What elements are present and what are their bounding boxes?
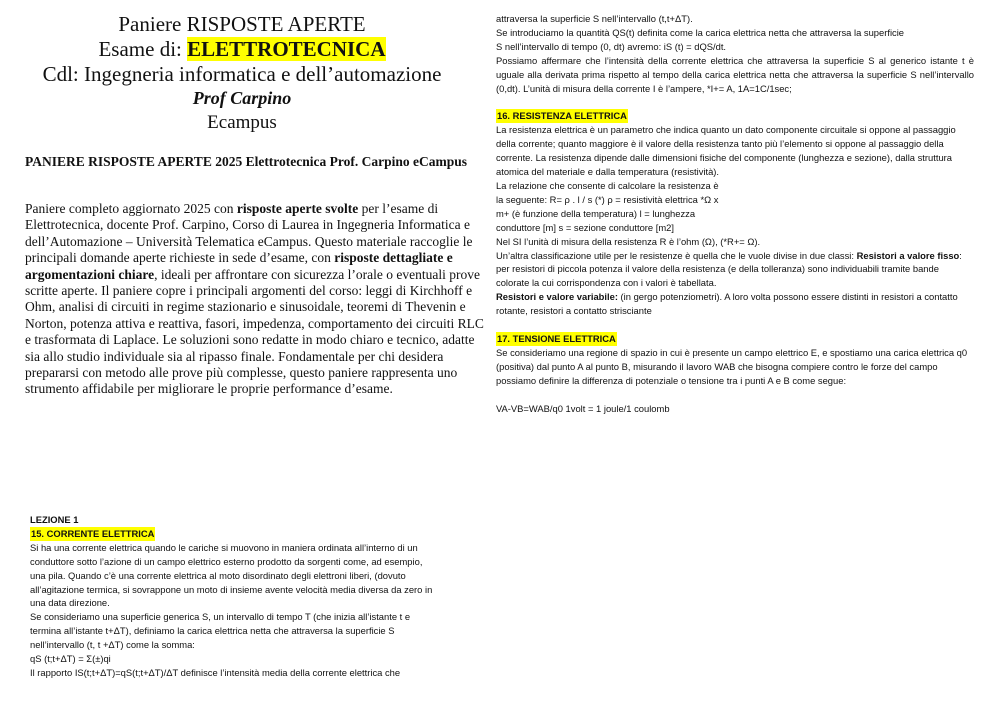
- title-line-2: [22, 37, 462, 62]
- lesson-line: nell’intervallo (t, t +ΔT) come la somma:: [30, 639, 195, 651]
- lesson-line: una data direzione.: [30, 597, 110, 609]
- variable-resistors-text: (in gergo potenziometri). A loro volta possono essere distinti in resistori a contatto rotante, resistori a contatto strisciante: [496, 291, 958, 317]
- intro-bold-2: risposte dettagliate e argomentazioni chiare: [25, 250, 453, 282]
- title-line-3: Cdl: Ingegneria informatica e dell’automazione: [42, 62, 442, 86]
- continuation-line: Se introduciamo la quantità QS(t) definita come la carica elettrica netta che attraversa la superficie: [496, 26, 905, 38]
- resistance-line: la seguente: R= ρ . l / s (*) ρ = resistività elettrica *Ω x: [496, 193, 719, 205]
- lesson-line: una pila. Quando c’è una corrente elettrica al moto disordinato degli elettroni liberi, (dovuto: [30, 569, 406, 581]
- resistance-line: m+ (è funzione della temperatura) l = lunghezza: [496, 207, 696, 219]
- continuation-paragraph: Possiamo affermare che l’intensità della corrente elettrica che attraversa la superficie S al generico istante t è uguale alla derivata prima rispetto al tempo della carica elettrica netta che attraversa la superficie S nell’intervallo (0,dt). L’unità di misura della corrente I è l’ampere, *I+= A, 1A=1C/1sec;: [496, 54, 974, 94]
- resistance-line: La relazione che consente di calcolare la resistenza è: [496, 179, 719, 191]
- continuation-line: S nell’intervallo di tempo (0, dt) avremo: iS (t) = dQS/dt.: [496, 40, 727, 52]
- variable-resistors-label: Resistori e valore variabile:: [496, 291, 618, 303]
- lesson-line: Il rapporto IS(t;t+ΔT)=qS(t;t+ΔT)/ΔT definisce l’intensità media della corrente elettrica che: [30, 666, 401, 678]
- intro-paragraph: [25, 201, 487, 398]
- resistance-paragraph: La resistenza elettrica è un parametro che indica quanto un dato componente circuitale si oppone al passaggio della corrente; quanto maggiore è il valore della resistenza tanto più l’elemento si oppone al passaggio della corrente. La resistenza dipende dalle dimensioni fisiche del componente (lunghezza e sezione), dalla struttura atomica del materiale e dalla temperatura (resistività).: [496, 124, 956, 178]
- lesson-line: Si ha una corrente elettrica quando le cariche si muovono in maniera ordinata all’interno di un: [30, 541, 418, 553]
- fixed-resistors-text: : per resistori di piccola potenza il valore della resistenza (e della tolleranza) sono individuabili tramite bande colorate la cui corrispondenza con i valori è tabellata.: [496, 249, 962, 289]
- lesson-line: all’agitazione termica, si sovrappone un moto di insieme avente velocità media diversa da zero in: [30, 583, 433, 595]
- intro-text-2: per l’esame di Elettrotecnica, docente Prof. Carpino, Corso di Laurea in Ingegneria Informatica e dell’Automazione – Università Telematica eCampus. Questo materiale raccoglie le principali domande aperte richieste in sede d’esame, con: [25, 201, 473, 266]
- resistance-line: Nel SI l’unità di misura della resistenza R è l’ohm (Ω), (*R+= Ω).: [496, 235, 761, 247]
- exam-subject: ELETTROTECNICA: [187, 37, 386, 61]
- title-line-1: Paniere RISPOSTE APERTE: [118, 12, 366, 36]
- university-name: Ecampus: [207, 112, 277, 133]
- right-column: [496, 12, 974, 416]
- voltage-formula: VA-VB=WAB/q0 1volt = 1 joule/1 coulomb: [496, 402, 670, 414]
- title-block: [22, 12, 462, 135]
- lesson-1-section: [30, 513, 480, 680]
- lesson-line: Se consideriamo una superficie generica S, un intervallo di tempo T (che inizia all’istante t e: [30, 611, 411, 623]
- resistance-line: conduttore [m] s = sezione conduttore [m2]: [496, 221, 674, 233]
- lesson-line: termina all’istante t+ΔT), definiamo la carica elettrica netta che attraversa la superficie S: [30, 625, 395, 637]
- intro-text-3: , ideali per affrontare con sicurezza l’orale o eventuali prove scritte aperte. Il paniere copre i principali argomenti del corso: leggi di Kirchhoff e Ohm, analisi di circuiti in regime stazionario e sinusoidale, teoremi di Thevenin e Norton, potenza attiva e reattiva, fasori, impedenza, comportamento dei circuiti RLC e trasformata di Laplace. Le soluzioni sono redatte in modo chiaro e tecnico, adatte sia allo studio individuale sia al ripasso finale. Fondamentale per chi desidera prepararsi con metodo alle prove più complesse, questo paniere rappresenta uno strumento affidabile per migliorare le proprie performance d’esame.: [25, 266, 484, 397]
- resistor-classes-text: Un’altra classificazione utile per le resistenze è quella che le vuole divise in due classi:: [496, 249, 857, 261]
- voltage-paragraph: Se consideriamo una regione di spazio in cui è presente un campo elettrico E, e spostiamo una carica elettrica q0 (positiva) dal punto A al punto B, misurando il lavoro WAB che bisogna compiere contro le forze del campo possiamo definire la differenza di potenziale o tensione tra i punti A e B come segue:: [496, 346, 968, 386]
- intro-heading: PANIERE RISPOSTE APERTE 2025 Elettrotecnica Prof. Carpino eCampus: [25, 154, 468, 169]
- continuation-line: attraversa la superficie S nell’intervallo (t,t+ΔT).: [496, 13, 693, 24]
- section-15-heading: 15. CORRENTE ELETTRICA: [31, 527, 155, 539]
- variable-resistors-paragraph: [496, 290, 974, 318]
- exam-prefix: Esame di:: [98, 37, 188, 61]
- intro-text-1: Paniere completo aggiornato 2025 con: [25, 201, 237, 216]
- section-17-heading: 17. TENSIONE ELETTRICA: [497, 333, 616, 345]
- lesson-formula: qS (t;t+ΔT) = Σ(±)qi: [30, 653, 111, 665]
- fixed-resistors-label: Resistori a valore fisso: [856, 249, 960, 261]
- intro-bold-1: risposte aperte svolte: [236, 201, 359, 216]
- section-16-heading: 16. RESISTENZA ELETTRICA: [497, 110, 627, 122]
- lesson-line: conduttore sotto l’azione di un campo elettrico esterno prodotto da sorgenti come, ad esempio,: [30, 555, 423, 567]
- lesson-label: LEZIONE 1: [30, 514, 79, 525]
- professor-name: Prof Carpino: [192, 88, 292, 108]
- resistor-classes-paragraph: [496, 249, 974, 291]
